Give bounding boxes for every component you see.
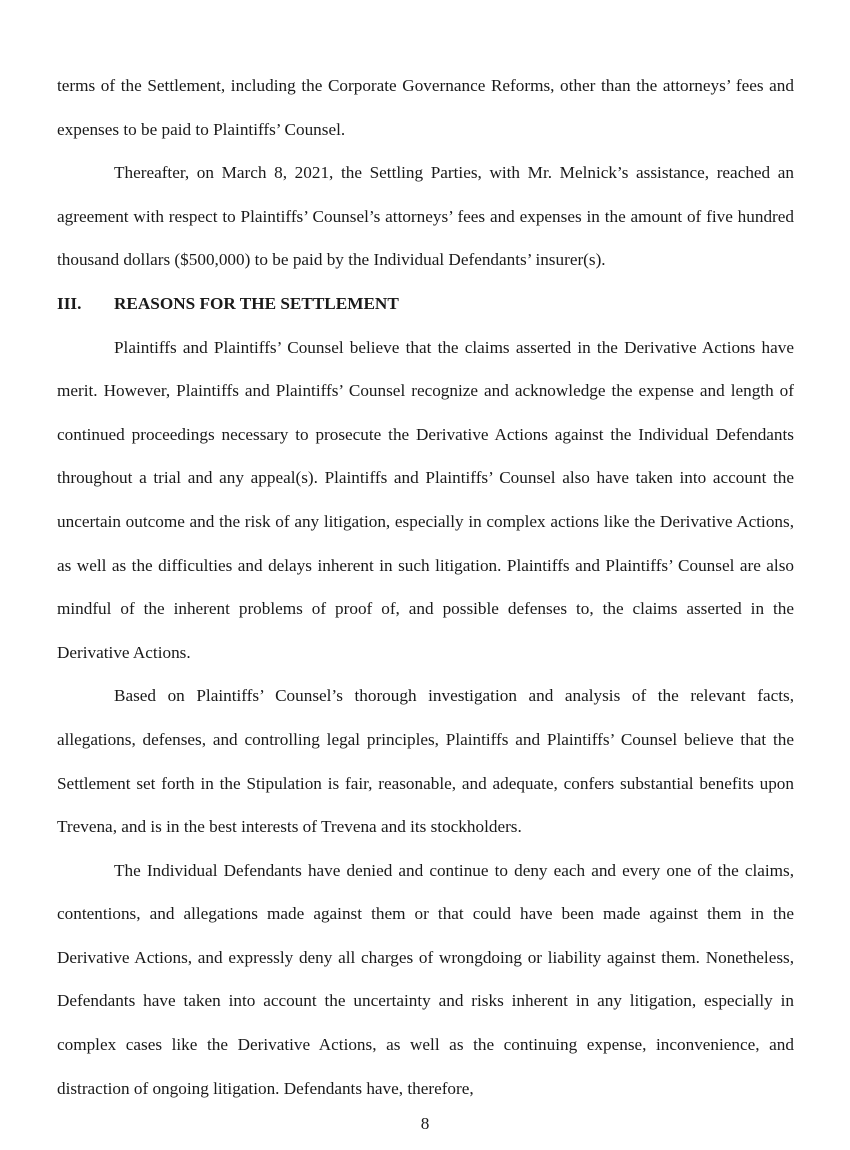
page-number: 8 xyxy=(420,1114,430,1133)
paragraph-investigation: Based on Plaintiffs’ Counsel’s thorough investigation and analysis of the relevant facts, allegations, defenses, and controlling legal principles, Plaintiffs and Plaintiffs’ Counsel believe that the Settlement set forth in the Stipulation is fair, reasonable, and adequate, confers substantial benefits upon Trevena, and is in the best interests of Trevena and its stockholders. xyxy=(57,686,794,837)
paragraph-defendants-denial: The Individual Defendants have denied and continue to deny each and every one of the claims, contentions, and allegations made against them or that could have been made against them in the Derivative Actions, and expressly deny all charges of wrongdoing or liability against them. Nonetheless, Defendants have taken into account the uncertainty and risks inherent in any litigation, especially in complex cases like the Derivative Actions, as well as the continuing expense, inconvenience, and distraction of ongoing litigation. Defendants have, therefore, xyxy=(57,860,794,1098)
section-number: III. xyxy=(57,293,82,313)
paragraph-continuation: terms of the Settlement, including the Corporate Governance Reforms, other than the attorneys’ fees and expenses to be paid to Plaintiffs’ Counsel. xyxy=(57,76,794,139)
section-heading xyxy=(57,282,794,326)
paragraph-fee-agreement: Thereafter, on March 8, 2021, the Settling Parties, with Mr. Melnick’s assistance, reached an agreement with respect to Plaintiffs’ Counsel’s attorneys’ fees and expenses in the amount of five hundred thousand dollars ($500,000) to be paid by the Individual Defendants’ insurer(s). xyxy=(57,163,794,270)
document-body xyxy=(57,64,794,1110)
section-title: REASONS FOR THE SETTLEMENT xyxy=(114,293,399,313)
paragraph-plaintiffs-belief: Plaintiffs and Plaintiffs’ Counsel believe that the claims asserted in the Derivative Actions have merit. However, Plaintiffs and Plaintiffs’ Counsel recognize and acknowledge the expense and length of continued proceedings necessary to prosecute the Derivative Actions against the Individual Defendants throughout a trial and any appeal(s). Plaintiffs and Plaintiffs’ Counsel also have taken into account the uncertain outcome and the risk of any litigation, especially in complex actions like the Derivative Actions, as well as the difficulties and delays inherent in such litigation. Plaintiffs and Plaintiffs’ Counsel are also mindful of the inherent problems of proof of, and possible defenses to, the claims asserted in the Derivative Actions. xyxy=(57,337,794,662)
